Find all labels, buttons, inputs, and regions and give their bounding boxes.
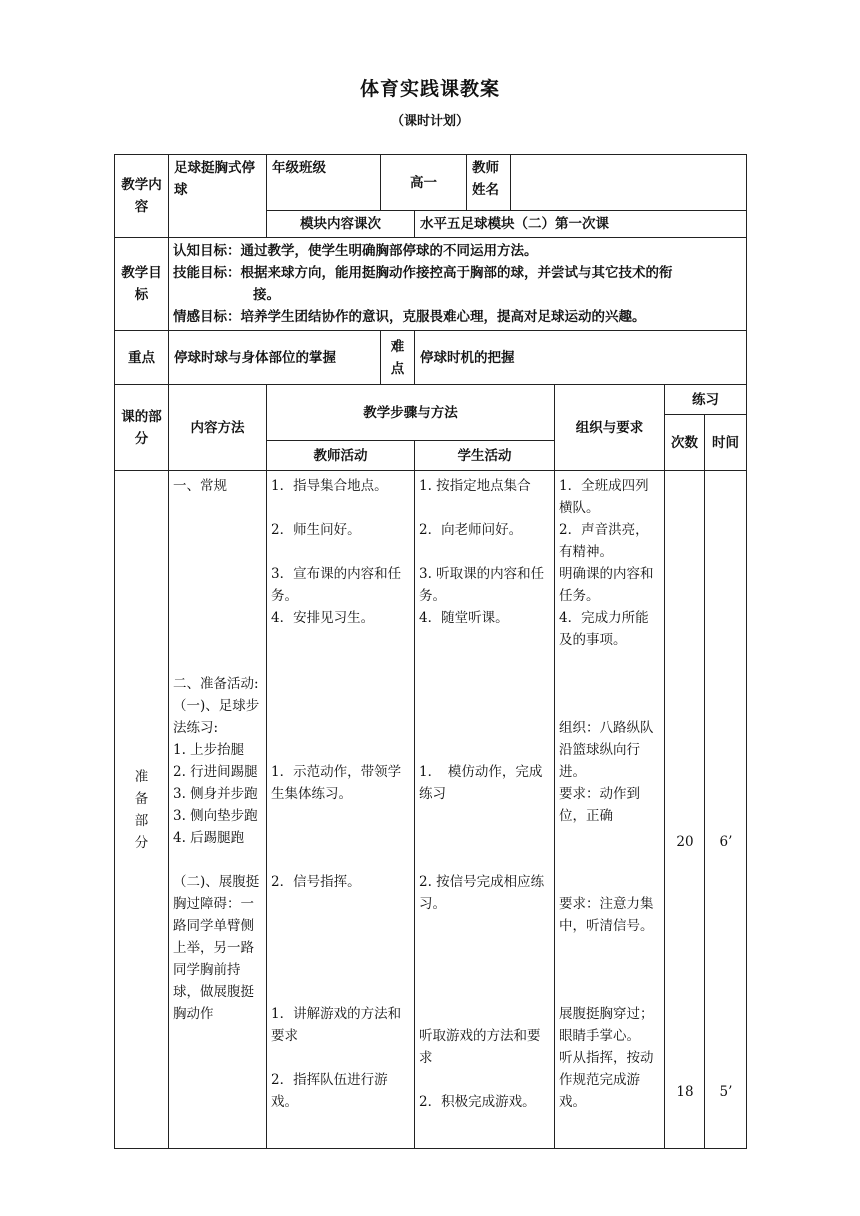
student-activity-line: 1. 按指定地点集合 xyxy=(419,478,531,494)
goal-skill-continued: 接。 xyxy=(253,287,280,303)
content-line xyxy=(173,651,262,673)
col-student: 学生活动 xyxy=(415,441,555,471)
count-column xyxy=(665,471,705,1149)
duration-value: 6’ xyxy=(719,834,733,850)
student-activity-line: 4．随堂听课。 xyxy=(419,610,509,626)
content-line: （二)、展腹挺胸过障碍：一路同学单臂侧上举，另一路同学胸前持球，做展腹挺胸动作 xyxy=(173,874,260,1022)
teacher-activity-line xyxy=(271,717,410,739)
organization-line: 明确课的内容和任务。 xyxy=(559,566,654,604)
content-line xyxy=(173,585,262,607)
teacher-activity-line xyxy=(271,937,410,959)
teacher-activity-line xyxy=(271,805,410,827)
teacher-column xyxy=(267,471,415,1149)
organization-list xyxy=(559,475,660,1113)
teacher-activity-line: 1．示范动作，带领学生集体练习。 xyxy=(271,764,402,802)
organization-line xyxy=(559,673,660,695)
teacher-activity-line xyxy=(271,739,410,761)
col-part: 课的部分 xyxy=(115,385,169,471)
teacher-activity-line xyxy=(271,695,410,717)
goal-emotion: 情感目标：培养学生团结协作的意识，克服畏难心理，提高对足球运动的兴趣。 xyxy=(173,309,646,325)
student-activity-line: 2．积极完成游戏。 xyxy=(419,1094,536,1110)
teacher-activity-line xyxy=(271,541,410,563)
student-activity-line xyxy=(419,827,550,849)
col-practice: 练习 xyxy=(665,385,747,415)
content-line xyxy=(173,541,262,563)
hard-point-value: 停球时机的把握 xyxy=(415,331,747,385)
organization-line: 展腹挺胸穿过；眼睛手掌心。 xyxy=(559,1006,654,1044)
student-activity-line xyxy=(419,541,550,563)
lesson-plan-table xyxy=(114,154,747,1149)
col-duration: 时间 xyxy=(705,415,747,471)
page-title: 体育实践课教案 xyxy=(359,78,500,100)
content-line: 3. 侧向垫步跑 xyxy=(173,808,258,824)
hard-point-label: 难点 xyxy=(381,331,415,385)
student-activity-line xyxy=(419,937,550,959)
teacher-activity-line: 2．指挥队伍进行游戏。 xyxy=(271,1072,388,1110)
duration-value: 5’ xyxy=(719,1084,733,1100)
teacher-activity-line xyxy=(271,959,410,981)
student-activity-line xyxy=(419,651,550,673)
duration-column xyxy=(705,471,747,1149)
organization-line xyxy=(559,937,660,959)
content-list xyxy=(173,475,262,1025)
teacher-activity-line xyxy=(271,651,410,673)
teacher-activity-line: 1．讲解游戏的方法和要求 xyxy=(271,1006,402,1044)
col-org: 组织与要求 xyxy=(555,385,665,471)
student-activity-line xyxy=(419,1003,550,1025)
col-times: 次数 xyxy=(665,415,705,471)
student-activity-line xyxy=(419,673,550,695)
student-activity-line xyxy=(419,959,550,981)
goals-text xyxy=(169,238,747,331)
student-activity-line: 听取游戏的方法和要求 xyxy=(419,1028,541,1066)
key-point-label: 重点 xyxy=(115,331,169,385)
organization-line: 要求：注意力集中，听清信号。 xyxy=(559,896,654,934)
grade-value: 高一 xyxy=(381,155,467,211)
page-subtitle: （课时计划） xyxy=(390,114,469,129)
content-line xyxy=(173,497,262,519)
content-line xyxy=(173,563,262,585)
content-line: 二、准备活动: xyxy=(173,676,259,692)
organization-line: 1．全班成四列横队。 xyxy=(559,478,649,516)
student-activity-line xyxy=(419,739,550,761)
content-label: 教学内容 xyxy=(115,155,169,238)
student-activity-line xyxy=(419,629,550,651)
student-activity-line: 1． 模仿动作，完成练习 xyxy=(419,764,543,802)
teacher-label: 教师姓名 xyxy=(467,155,511,211)
module-value: 水平五足球模块（二）第一次课 xyxy=(415,211,747,238)
organization-line: 要求：动作到位，正确 xyxy=(559,786,640,824)
student-activity-line xyxy=(419,981,550,1003)
teacher-activity-line xyxy=(271,915,410,937)
content-line xyxy=(173,629,262,651)
organization-line: 听从指挥，按动作规范完成游戏。 xyxy=(559,1050,654,1110)
organization-line xyxy=(559,871,660,893)
organization-line xyxy=(559,849,660,871)
student-activity-line xyxy=(419,805,550,827)
organization-line: 组织：八路纵队沿篮球纵向行进。 xyxy=(559,720,654,780)
teacher-activity-line xyxy=(271,827,410,849)
teacher-activity-line: 1．指导集合地点。 xyxy=(271,478,388,494)
col-content: 内容方法 xyxy=(169,385,267,471)
goal-cognitive: 认知目标：通过教学，使学生明确胸部停球的不同运用方法。 xyxy=(173,243,538,259)
student-activity-line xyxy=(419,695,550,717)
teacher-activity-line: 3．宣布课的内容和任务。 xyxy=(271,566,402,604)
col-steps: 教学步骤与方法 xyxy=(267,385,555,441)
count-value: 18 xyxy=(676,1084,694,1100)
organization-line xyxy=(559,981,660,1003)
content-line xyxy=(173,849,262,871)
content-line: 4. 后踢腿跑 xyxy=(173,830,245,846)
content-line: 1. 上步抬腿 xyxy=(173,742,245,758)
col-teacher: 教师活动 xyxy=(267,441,415,471)
teacher-activity-line xyxy=(271,673,410,695)
count-value: 20 xyxy=(676,834,694,850)
student-activity-line xyxy=(419,717,550,739)
content-line xyxy=(173,519,262,541)
student-activity-list xyxy=(419,475,550,1113)
student-activity-line: 2. 按信号完成相应练习。 xyxy=(419,874,545,912)
content-line: 一、常规 xyxy=(173,478,227,494)
org-column xyxy=(555,471,665,1149)
content-line: 2. 行进间踢腿 xyxy=(173,764,258,780)
organization-line xyxy=(559,959,660,981)
goals-label: 教学目标 xyxy=(115,238,169,331)
student-activity-line xyxy=(419,1069,550,1091)
organization-line xyxy=(559,827,660,849)
teacher-activity-line xyxy=(271,1047,410,1069)
teacher-activity-line: 2．师生问好。 xyxy=(271,522,361,538)
teacher-activity-line xyxy=(271,849,410,871)
student-activity-line xyxy=(419,849,550,871)
goal-skill: 技能目标：根据来球方向，能用挺胸动作接控高于胸部的球，并尝试与其它技术的衔 xyxy=(173,265,673,281)
student-activity-line: 2．向老师问好。 xyxy=(419,522,523,538)
content-line: 3. 侧身并步跑 xyxy=(173,786,258,802)
content-line: （一)、足球步法练习: xyxy=(173,698,260,736)
organization-line xyxy=(559,651,660,673)
key-point-value: 停球时球与身体部位的掌握 xyxy=(169,331,381,385)
teacher-activity-line xyxy=(271,629,410,651)
teacher-activity-list xyxy=(271,475,410,1113)
part-name-text: 准备部分 xyxy=(134,768,149,851)
teacher-activity-line: 4．安排见习生。 xyxy=(271,610,375,626)
teacher-activity-line xyxy=(271,893,410,915)
content-column xyxy=(169,471,267,1149)
organization-line: 4．完成力所能及的事项。 xyxy=(559,610,649,648)
student-activity-line: 3. 听取课的内容和任务。 xyxy=(419,566,545,604)
module-label: 模块内容课次 xyxy=(267,211,415,238)
organization-line xyxy=(559,695,660,717)
content-line xyxy=(173,607,262,629)
grade-label: 年级班级 xyxy=(267,155,381,211)
organization-line: 2．声音洪亮，有精神。 xyxy=(559,522,649,560)
teacher-activity-line: 2．信号指挥。 xyxy=(271,874,361,890)
teacher-activity-line xyxy=(271,497,410,519)
content-value: 足球挺胸式停球 xyxy=(169,155,267,238)
teacher-activity-line xyxy=(271,981,410,1003)
student-activity-line xyxy=(419,497,550,519)
part-name xyxy=(115,471,169,1149)
student-column xyxy=(415,471,555,1149)
teacher-value xyxy=(511,155,747,211)
student-activity-line xyxy=(419,915,550,937)
